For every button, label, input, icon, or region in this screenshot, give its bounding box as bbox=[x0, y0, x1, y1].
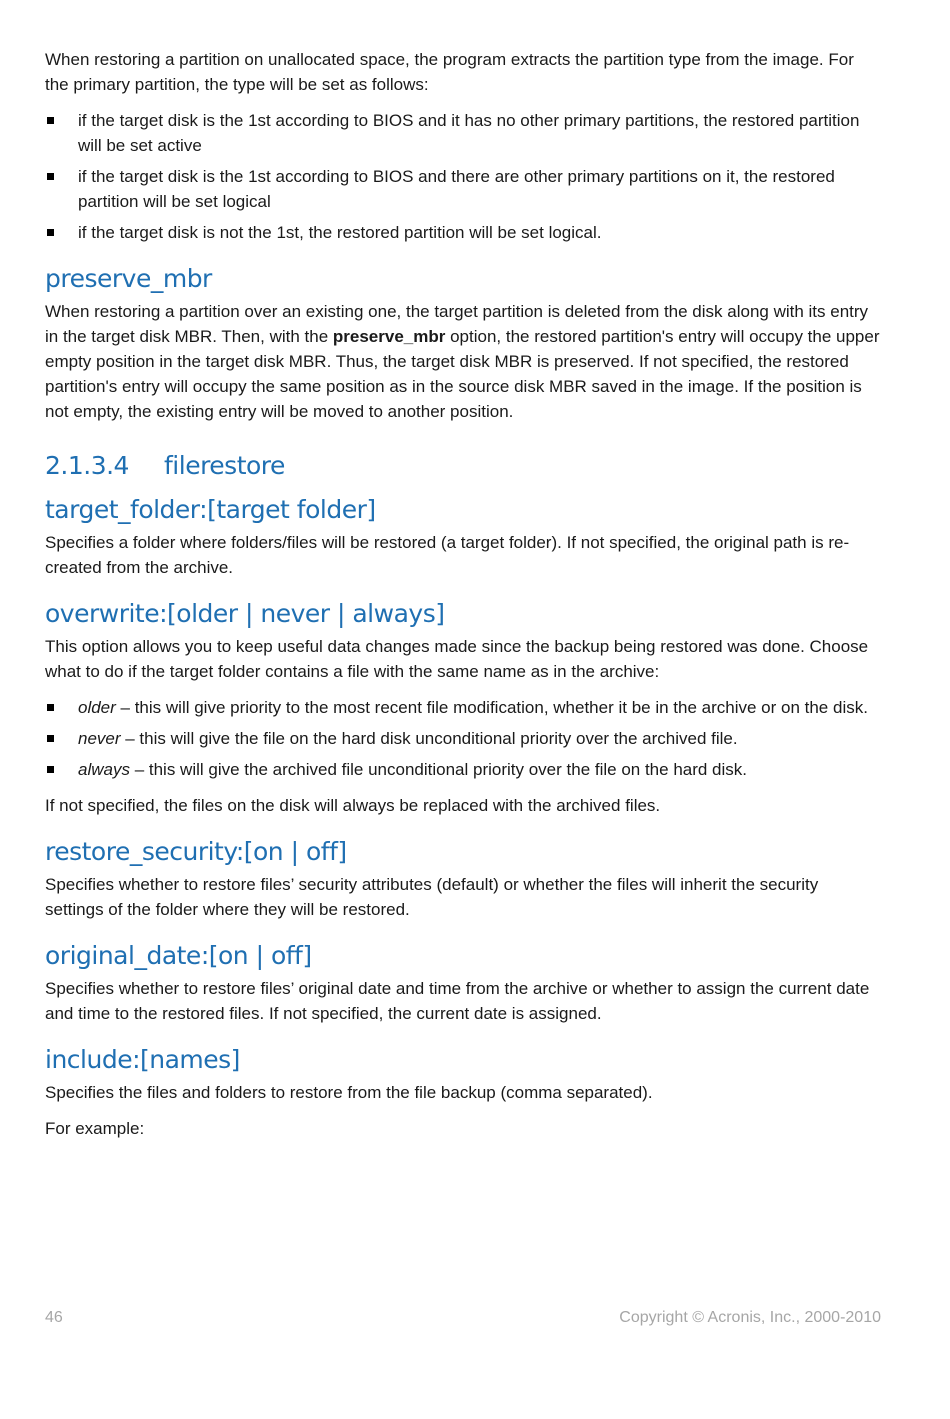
list-item bbox=[45, 695, 881, 720]
list-item: if the target disk is not the 1st, the restored partition will be set logical. bbox=[45, 220, 881, 245]
preserve-mbr-paragraph bbox=[45, 299, 881, 424]
list-item bbox=[45, 726, 881, 751]
text-run: When restoring a partition over an existing one, the target partition is deleted from the disk along with its entry in the target disk MBR. Then, with the bbox=[45, 302, 869, 346]
target-folder-paragraph: Specifies a folder where folders/files will be restored (a target folder). If not specified, the original path is re-created from the archive. bbox=[45, 533, 850, 577]
heading-preserve-mbr: preserve_mbr bbox=[45, 264, 212, 293]
list-item bbox=[45, 757, 881, 782]
original-date-paragraph: Specifies whether to restore files’ original date and time from the archive or whether to assign the current date and time to the restored files. If not specified, the current date is assigned. bbox=[45, 979, 870, 1023]
section-title: filerestore bbox=[164, 451, 285, 480]
document-page bbox=[45, 47, 881, 1141]
heading-restore-security: restore_security:[on | off] bbox=[45, 837, 347, 866]
list-item: if the target disk is the 1st according to BIOS and there are other primary partitions on it, the restored partition will be set logical bbox=[45, 164, 881, 214]
text-run: option, the restored partition's entry will occupy the upper empty position in the target disk MBR. Thus, the target disk MBR is preserved. If not specified, the restored partition's entry will occupy the same position as in the source disk MBR saved in the image. If the position is not empty, the existing entry will be moved to another position. bbox=[45, 327, 880, 421]
option-desc: – this will give priority to the most recent file modification, whether it be in the archive or on the disk. bbox=[115, 698, 868, 717]
heading-include: include:[names] bbox=[45, 1045, 240, 1074]
option-term: older bbox=[78, 698, 116, 717]
list-item: if the target disk is the 1st according to BIOS and it has no other primary partitions, the restored partition will be set active bbox=[45, 108, 881, 158]
option-term: always bbox=[78, 760, 130, 779]
example-label: For example: bbox=[45, 1119, 145, 1138]
heading-overwrite: overwrite:[older | never | always] bbox=[45, 599, 445, 628]
option-desc: – this will give the archived file unconditional priority over the file on the hard disk. bbox=[129, 760, 748, 779]
partition-type-list bbox=[45, 108, 881, 245]
intro-paragraph: When restoring a partition on unallocated space, the program extracts the partition type from the image. For the primary partition, the type will be set as follows: bbox=[45, 50, 854, 94]
overwrite-paragraph: This option allows you to keep useful data changes made since the backup being restored was done. Choose what to do if the target folder contains a file with the same name as in the archive: bbox=[45, 637, 869, 681]
page-number: 46 bbox=[45, 1309, 63, 1326]
section-heading bbox=[45, 450, 881, 482]
heading-original-date: original_date:[on | off] bbox=[45, 941, 312, 970]
option-desc: – this will give the file on the hard disk unconditional priority over the archived file. bbox=[120, 729, 738, 748]
page-footer bbox=[45, 1309, 881, 1327]
overwrite-options-list bbox=[45, 695, 881, 782]
heading-target-folder: target_folder:[target folder] bbox=[45, 495, 376, 524]
option-term: never bbox=[78, 729, 121, 748]
restore-security-paragraph: Specifies whether to restore files’ security attributes (default) or whether the files will inherit the security settings of the folder where they will be restored. bbox=[45, 875, 819, 919]
option-name: preserve_mbr bbox=[332, 327, 446, 346]
section-number: 2.1.3.4 bbox=[45, 451, 129, 480]
include-paragraph: Specifies the files and folders to restore from the file backup (comma separated). bbox=[45, 1083, 653, 1102]
copyright: Copyright © Acronis, Inc., 2000-2010 bbox=[619, 1309, 881, 1326]
overwrite-default-paragraph: If not specified, the files on the disk will always be replaced with the archived files. bbox=[45, 796, 661, 815]
